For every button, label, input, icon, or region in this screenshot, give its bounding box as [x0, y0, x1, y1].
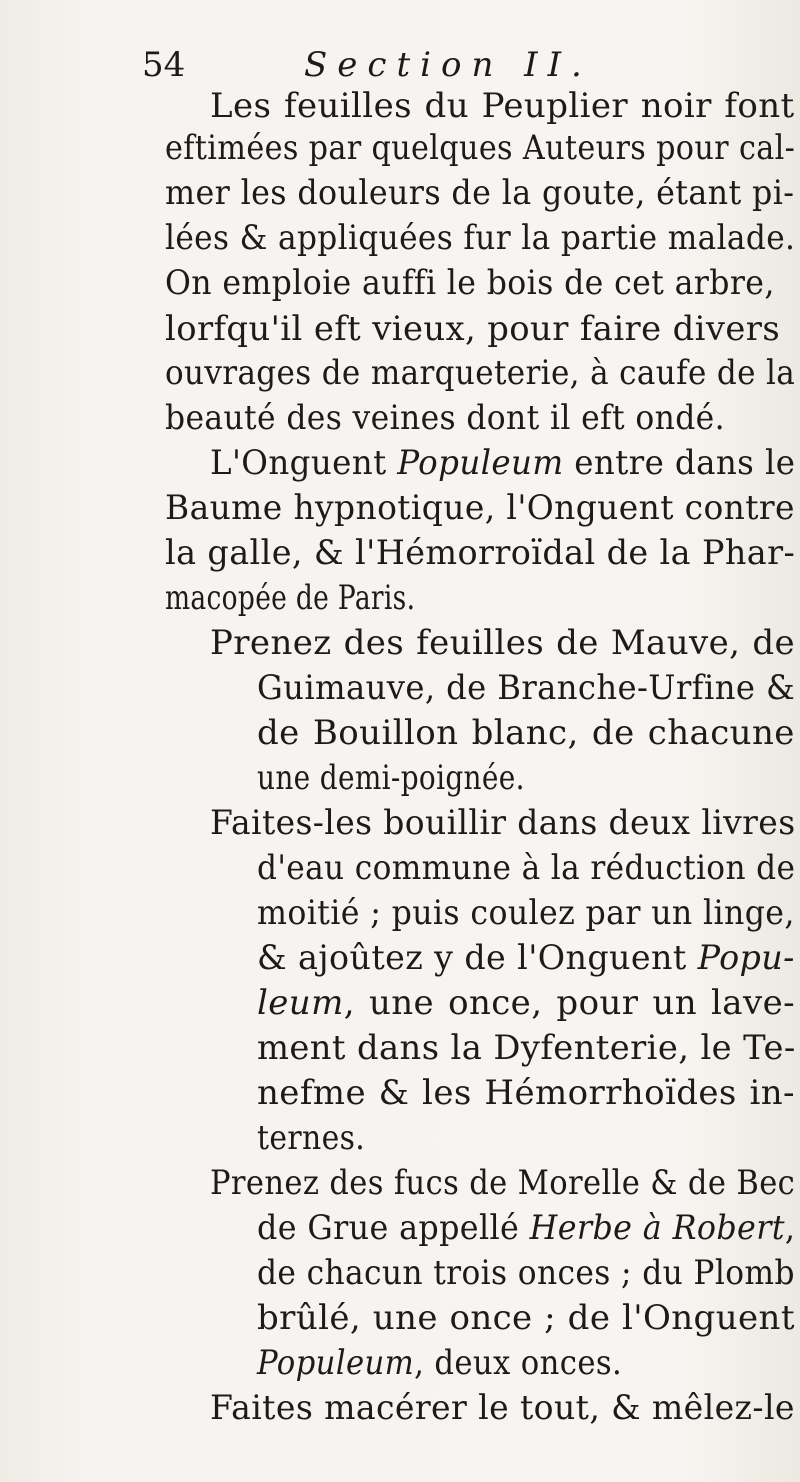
- text-line: [210, 440, 795, 486]
- text-segment: de chacun trois onces ; du Plomb: [257, 1253, 795, 1293]
- page-number: 54: [142, 45, 186, 85]
- text-segment: la galle, & l'Hémorroïdal de la Phar-: [165, 533, 796, 573]
- text-line: [165, 215, 795, 261]
- text-line: [257, 845, 795, 891]
- text-segment: d'eau commune à la réduction de: [257, 848, 796, 888]
- text-segment: lorfqu'il eft vieux, pour faire divers: [165, 309, 781, 349]
- text-segment: Les feuilles du Peuplier noir font: [210, 86, 795, 126]
- italic-text: leum: [257, 983, 344, 1023]
- text-line: [257, 1205, 795, 1251]
- text-segment: ment dans la Dyfenterie, le Te-: [257, 1028, 796, 1068]
- text-segment: mer les douleurs de la goute, étant pi-: [165, 173, 795, 213]
- text-line: [165, 170, 794, 216]
- text-segment: Guimauve, de Branche-Urfine &: [257, 668, 796, 708]
- text-segment: beauté des veines dont il eft ondé.: [165, 398, 725, 438]
- text-line: [257, 665, 795, 711]
- text-line: [165, 350, 795, 396]
- text-segment: , deux onces.: [414, 1343, 623, 1383]
- text-line: [165, 575, 415, 621]
- text-segment: & ajoûtez y de l'Onguent: [257, 938, 698, 978]
- italic-text: Herbe à Robert: [529, 1208, 785, 1248]
- text-segment: On emploie auffi le bois de cet arbre,: [165, 263, 775, 303]
- running-head: Section II.: [304, 45, 592, 85]
- text-segment: lées & appliquées fur la partie malade.: [165, 218, 796, 258]
- text-line: [210, 620, 795, 666]
- text-line: [165, 485, 795, 531]
- text-line: [165, 306, 780, 352]
- text-line: [165, 125, 795, 171]
- text-segment: ,: [784, 1208, 796, 1248]
- text-line: [257, 1295, 795, 1341]
- text-segment: L'Onguent: [210, 443, 398, 483]
- text-line: [257, 1250, 795, 1296]
- italic-text: Popu-: [697, 938, 795, 978]
- text-line: [257, 710, 795, 756]
- text-segment: Faites macérer le tout, & mêlez-le: [210, 1388, 795, 1428]
- text-segment: ouvrages de marqueterie, à caufe de la: [165, 353, 796, 393]
- text-segment: nefme & les Hémorrhoïdes in-: [257, 1073, 795, 1113]
- text-line: [257, 1340, 622, 1386]
- text-segment: macopée de Paris.: [165, 578, 416, 618]
- text-segment: , une once, pour un lave-: [343, 983, 795, 1023]
- text-segment: Faites-les bouillir dans deux livres: [210, 803, 796, 843]
- text-segment: Baume hypnotique, l'Onguent contre: [165, 488, 795, 528]
- text-segment: de Bouillon blanc, de chacune: [257, 713, 795, 753]
- text-line: [257, 1025, 796, 1071]
- text-segment: eftimées par quelques Auteurs pour cal-: [165, 128, 796, 168]
- text-segment: moitié ; puis coulez par un linge,: [257, 893, 795, 933]
- text-line: [257, 890, 795, 936]
- text-line: [210, 1160, 795, 1206]
- text-segment: une demi-poignée.: [257, 758, 525, 798]
- text-line: [165, 260, 775, 306]
- text-line: [257, 755, 525, 801]
- text-segment: de Grue appellé: [257, 1208, 530, 1248]
- text-segment: Prenez des feuilles de Mauve, de: [210, 623, 796, 663]
- text-segment: ternes.: [257, 1118, 366, 1158]
- text-segment: entre dans le: [563, 443, 796, 483]
- text-line: [257, 935, 795, 981]
- text-line: [210, 800, 796, 846]
- text-line: [165, 530, 795, 576]
- text-line: [210, 1385, 795, 1431]
- text-line: [210, 83, 795, 129]
- italic-text: Populeum: [257, 1343, 415, 1383]
- text-line: [257, 1070, 795, 1116]
- text-line: [257, 1115, 365, 1161]
- text-line: [165, 395, 725, 441]
- text-line: [257, 980, 795, 1026]
- text-segment: brûlé, une once ; de l'Onguent: [257, 1298, 795, 1338]
- italic-text: Populeum: [397, 443, 564, 483]
- text-segment: Prenez des fucs de Morelle & de Bec: [210, 1163, 796, 1203]
